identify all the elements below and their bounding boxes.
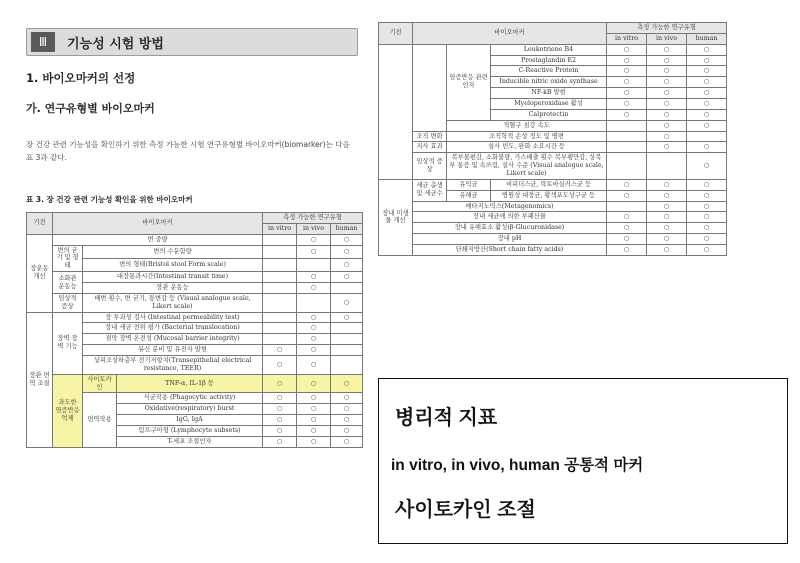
heading-biomarker-selection: 1. 바이오마커의 선정 (26, 71, 136, 85)
row-label: 변의 수분함량 (83, 245, 263, 258)
mark: ○ (607, 245, 647, 256)
subcategory: 임상적 증상 (413, 153, 447, 180)
row-label: 점막 장벽 온전성 (Mucosal barrier integrity) (83, 334, 263, 345)
mark: ○ (297, 356, 331, 375)
annotation-common-marker: in vitro, in vivo, human 공통적 마커 (391, 457, 644, 474)
row-label: 장내 세균 전위 평가 (Bacterial translocation) (83, 323, 263, 334)
mark: ○ (647, 120, 687, 131)
mark: ○ (687, 99, 727, 110)
header-biomarker: 바이오마커 (53, 213, 263, 235)
table-header-row (27, 213, 363, 224)
subcategory: 장벽 장벽 기능 (53, 312, 83, 374)
mark: ○ (331, 293, 363, 312)
table-row (27, 312, 363, 323)
mark: ○ (331, 258, 363, 271)
mark: ○ (297, 334, 331, 345)
table-row (379, 234, 727, 245)
mark: ○ (297, 283, 331, 294)
row-label: 복부불편감, 소화불량, 가스배출 횟수 복부팽만감, 상복부 통증 및 속쓰림, 설사 수준 (Visual analogue scale, Likert scale) (447, 153, 607, 180)
row-label: 병원성 대장균, 황색포도상구균 등 (491, 190, 607, 201)
mark: ○ (263, 393, 297, 404)
row-label: Oxidative(respiratory) burst (117, 404, 263, 415)
row-label: 대장통과시간(Intestinal transit time) (83, 272, 263, 283)
header-measurable: 측정 가능한 연구유형 (607, 23, 727, 34)
annotation-box (378, 378, 788, 544)
table-row (379, 142, 727, 153)
row-label: 적혈구 침강 속도 (447, 120, 607, 131)
category-continued (379, 44, 413, 179)
mark: ○ (297, 234, 331, 245)
mark: ○ (297, 374, 331, 393)
subcategory: 과도한 염증반응 억제 (53, 374, 83, 447)
row-label: Myeloperoxidase 활성 (491, 99, 607, 110)
subcategory-continued (413, 44, 447, 131)
subcategory: 변의 굳기 및 형태 (53, 245, 83, 272)
header-in-vivo: in vivo (647, 33, 687, 44)
header-criterion: 기전 (379, 23, 413, 45)
row-label: 비피더스균, 락토바실러스균 등 (491, 179, 607, 190)
biomarker-table-left (26, 212, 363, 448)
mark: ○ (687, 201, 727, 212)
subcategory: 임상적 증상 (53, 293, 83, 312)
row-label: 조직학적 손상 정도 및 병변 (447, 131, 607, 142)
mark: ○ (647, 66, 687, 77)
row-label: NF-kB 발현 (491, 88, 607, 99)
intro-paragraph: 장 건강 관련 기능성을 확인하기 위한 측정 가능한 시험 연구유형별 바이오마커(biomarker)는 다음 표 3과 같다. (26, 140, 350, 162)
table-row (27, 234, 363, 245)
mark: ○ (607, 190, 647, 201)
row-label: 식균작용 (Phagocytic activity) (117, 393, 263, 404)
mark: ○ (687, 66, 727, 77)
mark: ○ (263, 404, 297, 415)
table-row (379, 131, 727, 142)
table-row (379, 223, 727, 234)
mark: ○ (331, 404, 363, 415)
mark: ○ (687, 88, 727, 99)
mark: ○ (687, 190, 727, 201)
mark: ○ (607, 179, 647, 190)
mark: ○ (607, 44, 647, 55)
row-label: 상피조상하층부 전기저항치(Transepithelial electrical resistance, TEER) (83, 356, 263, 375)
mark: ○ (297, 393, 331, 404)
mark: ○ (687, 44, 727, 55)
row-label: 단쇄지방산(Short chain fatty acids) (413, 245, 607, 256)
header-in-vitro: in vitro (607, 33, 647, 44)
mark: ○ (263, 426, 297, 437)
left-document-page (14, 14, 366, 549)
header-criterion: 기전 (27, 213, 53, 235)
row-label: TNF-α, IL-1β 등 (117, 374, 263, 393)
mark: ○ (687, 245, 727, 256)
mark: ○ (331, 436, 363, 447)
mark: ○ (607, 99, 647, 110)
mark: ○ (687, 77, 727, 88)
table-row (379, 44, 727, 55)
mark: ○ (607, 88, 647, 99)
mark: ○ (687, 120, 727, 131)
mark: ○ (263, 356, 297, 375)
mark: ○ (331, 415, 363, 426)
mark: ○ (647, 245, 687, 256)
mark: ○ (647, 55, 687, 66)
mark: ○ (331, 234, 363, 245)
mark: ○ (331, 272, 363, 283)
mark: ○ (647, 179, 687, 190)
header-in-vivo: in vivo (297, 223, 331, 234)
subcategory: 염증반응 관련 인자 (447, 44, 491, 120)
row-label: Leukotriene B4 (491, 44, 607, 55)
table-row (379, 245, 727, 256)
heading-biomarker-by-type: 가. 연구유형별 바이오마커 (26, 102, 155, 115)
subcategory: 면역작용 (83, 393, 117, 447)
row-label: 배변 횟수, 변 굳기, 통변감 등 (Visual analogue scale, Likert scale) (83, 293, 263, 312)
annotation-pathology-marker: 병리적 지표 (395, 407, 498, 429)
section-number: Ⅲ (31, 32, 55, 52)
subcategory: 조직 변화 (413, 131, 447, 142)
category-bowel-movement: 장운동 개선 (27, 234, 53, 312)
mark: ○ (607, 212, 647, 223)
mark: ○ (647, 234, 687, 245)
header-measurable: 측정 가능한 연구유형 (263, 213, 363, 224)
table-row (379, 153, 727, 180)
mark: ○ (687, 223, 727, 234)
section-title: 기능성 시험 방법 (67, 36, 164, 52)
table-row (379, 212, 727, 223)
table-row (27, 293, 363, 312)
mark: ○ (607, 109, 647, 120)
mark: ○ (263, 345, 297, 356)
row-label: 장내 pH (413, 234, 607, 245)
row-label: 장내 유해효소 활성(β-Glucuronidase) (413, 223, 607, 234)
mark: ○ (687, 234, 727, 245)
mark: ○ (297, 272, 331, 283)
mark: ○ (297, 426, 331, 437)
mark: ○ (687, 109, 727, 120)
header-in-vitro: in vitro (263, 223, 297, 234)
category-gut-flora: 장내 미생물 개선 (379, 179, 413, 255)
mark: ○ (297, 345, 331, 356)
mark: ○ (647, 131, 687, 142)
mark: ○ (687, 55, 727, 66)
annotation-cytokine-regulation: 사이토카인 조절 (395, 499, 536, 521)
mark: ○ (297, 245, 331, 258)
mark: ○ (647, 44, 687, 55)
mark: ○ (331, 374, 363, 393)
mark: ○ (331, 393, 363, 404)
mark: ○ (331, 245, 363, 258)
row-label: IgG, IgA (117, 415, 263, 426)
subcategory: 세균 총생 및 세균수 (413, 179, 447, 201)
table-row-highlighted-cytokine (27, 374, 363, 393)
row-label: Calprotectin (491, 109, 607, 120)
row-label: 장관 운동능 (83, 283, 263, 294)
mark: ○ (647, 142, 687, 153)
row-label: 뮤신 분비 및 유전자 발현 (83, 345, 263, 356)
mark: ○ (687, 179, 727, 190)
subcategory: 지사 효과 (413, 142, 447, 153)
mark: ○ (647, 88, 687, 99)
section-header-bar (26, 28, 358, 56)
row-label: C-Reactive Protein (491, 66, 607, 77)
mark: ○ (297, 436, 331, 447)
subcategory: 소화관 운동능 (53, 272, 83, 294)
mark: ○ (331, 312, 363, 323)
mark: ○ (263, 436, 297, 447)
subcategory-cytokine: 사이토카인 (83, 374, 117, 393)
mark: ○ (687, 142, 727, 153)
mark: ○ (297, 312, 331, 323)
header-human: human (331, 223, 363, 234)
mark: ○ (687, 212, 727, 223)
mark: ○ (607, 77, 647, 88)
row-label: 메타지노믹스(Metagenomics) (413, 201, 607, 212)
row-label: 변의 형태(Bristol stool Form scale) (83, 258, 263, 271)
mark: ○ (647, 223, 687, 234)
table-row (27, 245, 363, 258)
row-label: 림프구아형 (Lymphocyte subsets) (117, 426, 263, 437)
mark: ○ (607, 223, 647, 234)
mark: ○ (297, 415, 331, 426)
mark: ○ (647, 109, 687, 120)
mark: ○ (647, 212, 687, 223)
row-label: 장내 세균에 의한 부패산물 (413, 212, 607, 223)
mark: ○ (297, 404, 331, 415)
mark: ○ (263, 415, 297, 426)
mark: ○ (331, 426, 363, 437)
row-label: 장 투과성 검사 (Intestinal permeability test) (83, 312, 263, 323)
row-label: T-세포 조절인자 (117, 436, 263, 447)
category-immune: 장관 면역 조절 (27, 312, 53, 447)
row-label: 변 중량 (53, 234, 263, 245)
row-label: Inducible nitric oxide synthase (491, 77, 607, 88)
biomarker-table-right (378, 22, 727, 256)
mark: ○ (647, 190, 687, 201)
subcategory: 유해균 (447, 190, 491, 201)
mark: ○ (607, 66, 647, 77)
mark: ○ (687, 153, 727, 180)
mark: ○ (607, 234, 647, 245)
mark: ○ (647, 99, 687, 110)
mark: ○ (607, 55, 647, 66)
mark: ○ (297, 323, 331, 334)
table-row (27, 272, 363, 283)
table-header-row (379, 23, 727, 34)
mark: ○ (647, 77, 687, 88)
table-row (379, 201, 727, 212)
row-label: Prostaglandin E2 (491, 55, 607, 66)
table-row (379, 179, 727, 190)
header-biomarker: 바이오마커 (413, 23, 607, 45)
mark: ○ (263, 374, 297, 393)
header-human: human (687, 33, 727, 44)
table-caption: 표 3. 장 건강 관련 기능성 확인을 위한 바이오마커 (26, 195, 193, 204)
subcategory: 유익균 (447, 179, 491, 190)
row-label: 설사 빈도, 완화 소요시간 등 (447, 142, 607, 153)
mark: ○ (647, 201, 687, 212)
